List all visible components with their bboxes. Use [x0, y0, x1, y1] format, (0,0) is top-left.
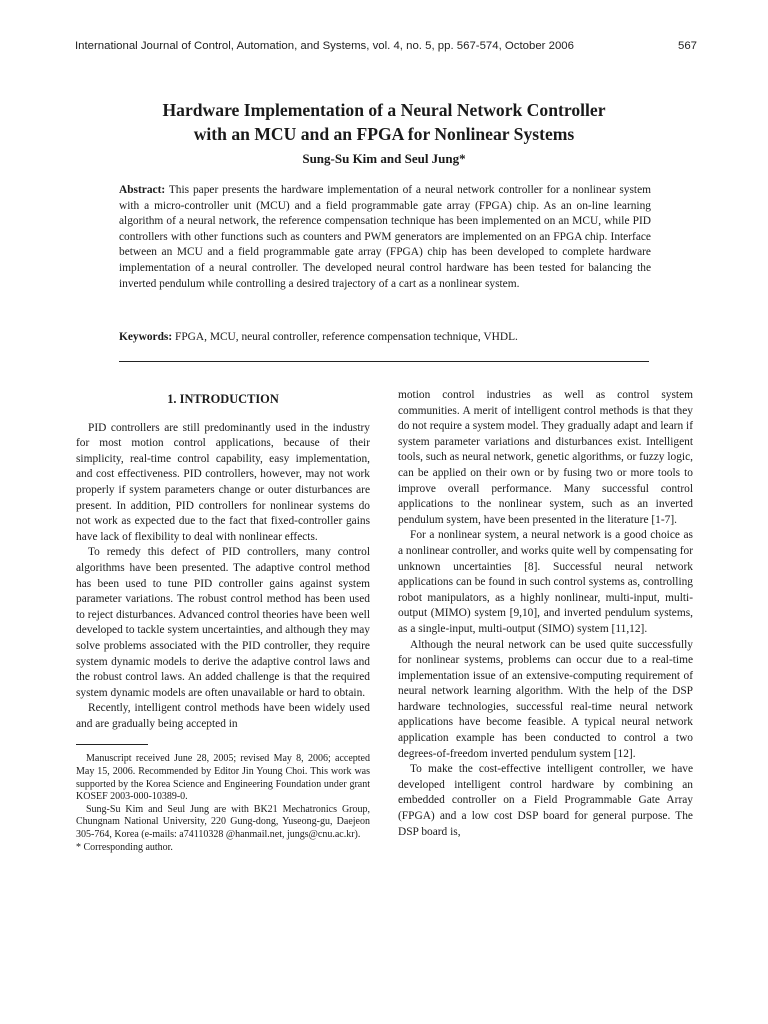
- footnote-divider: [76, 744, 148, 745]
- title-line-2: with an MCU and an FPGA for Nonlinear Systems: [193, 124, 575, 144]
- keywords-label: Keywords:: [119, 331, 173, 343]
- paragraph: For a nonlinear system, a neural network is a good choice as a nonlinear controller, and works quite well by compensating for unknown uncertainties [8]. Successful neural network applications can be found in such control systems as, controlling robot manipulators, as a highly nonlinear, multi-input, multi-output (MIMO) system [9,10], and inverted pendulum systems, as a single-input, multi-output (SIMO) system [11,12].: [398, 529, 693, 635]
- abstract-divider: [119, 361, 649, 362]
- abstract-text: This paper presents the hardware implementation of a neural network controller for a nonlinear system with a micro-controller unit (MCU) and a field programmable gate array (FPGA) chip. As an on-line learning algorithm of a neural network, the reference compensation technique has been implemented on an MCU, while PID controllers with other functions such as counters and PWM generators are implemented on an FPGA chip. Interface between an MCU and a field programmable gate array (FPGA) chip has been developed to complete hardware implementation of a neural controller. The developed neural control hardware has been tested for balancing the inverted pendulum while controlling a desired trajectory of a cart as a nonlinear system.: [119, 184, 651, 290]
- paragraph: To remedy this defect of PID controllers, many control algorithms have been presented. The adaptive control method has been used to tune PID controller gains against system parameter variations. The robust control method has been used to reject disturbances. Advanced control theories have been well developed to tackle system uncertainties, and although they may solve problems associated with the PID controller, they require system dynamic models to derive the adaptive control laws and the robust control laws. An added challenge is that the required system dynamic models are often unavailable or hard to obtain.: [76, 546, 370, 699]
- page-number: 567: [677, 40, 697, 52]
- footnote: Sung-Su Kim and Seul Jung are with BK21 Mechatronics Group, Chungnam National University, 220 Gung-dong, Yuseong-gu, Daejeon 305-764, Korea (e-mails: a74110328 @hanmail.net, jungs@cnu.ac.kr).: [76, 803, 370, 841]
- footnote: Manuscript received June 28, 2005; revised May 8, 2006; accepted May 15, 2006. Recommended by Editor Jin Young Choi. This work was supported by the Korea Science and Engineering Foundation under grant KOSEF 2003-000-10389-0.: [76, 753, 370, 803]
- abstract-label: Abstract:: [119, 184, 166, 196]
- footnote: * Corresponding author.: [76, 841, 173, 853]
- running-header: [75, 40, 697, 52]
- section-heading: 1. INTRODUCTION: [167, 392, 279, 406]
- journal-citation: International Journal of Control, Automation, and Systems, vol. 4, no. 5, pp. 567-574, October 2006: [75, 40, 574, 52]
- footnotes: [76, 753, 370, 854]
- title-line-1: Hardware Implementation of a Neural Network Controller: [162, 100, 606, 120]
- paragraph: To make the cost-effective intelligent controller, we have developed intelligent control hardware by combining an embedded controller on a Field Programmable Gate Array (FPGA) and a low cost DSP board for general purpose. The DSP board is,: [398, 763, 693, 838]
- abstract: [119, 183, 651, 292]
- paper-title: [60, 98, 708, 146]
- paragraph: PID controllers are still predominantly used in the industry for most motion control applications, because of their simplicity, real-time control capability, easy implementation, and cost effectiveness. PID controllers, however, may not work properly if system parameters change or outer disturbances are present. In addition, PID controllers for nonlinear systems do not work as expected due to the fact that fixed-controller gains have lack of flexibility to deal with nonlinear effects.: [76, 421, 370, 543]
- keywords: [119, 330, 651, 346]
- paragraph: Recently, intelligent control methods have been widely used and are gradually being accepted in: [76, 702, 370, 730]
- paragraph: motion control industries as well as control system communities. A merit of intelligent control methods is that they do not require a system model. They gradually adapt and learn if system parameter variations and disturbances exist. Intelligent tools, such as neural network, genetic algorithms, or fuzzy logic, can be applied on their own or by fusing two or more tools to improve overall performance. Many successful control applications to the nonlinear system, such as an inverted pendulum system, have been presented in the literature [1-7].: [398, 389, 693, 526]
- paragraph: Although the neural network can be used quite successfully for nonlinear systems, problems can occur due to a real-time implementation issue of an extensive-computing requirement of neural network learning algorithm. With the help of the DSP hardware technologies, successful real-time neural network applications have become feasible. A typical neural network application example has been conducted to control a two degrees-of-freedom inverted pendulum system [12].: [398, 638, 693, 760]
- right-column: [398, 388, 693, 840]
- left-column: [76, 392, 370, 854]
- keywords-text: FPGA, MCU, neural controller, reference compensation technique, VHDL.: [175, 331, 518, 343]
- author-list: Sung-Su Kim and Seul Jung*: [302, 151, 466, 166]
